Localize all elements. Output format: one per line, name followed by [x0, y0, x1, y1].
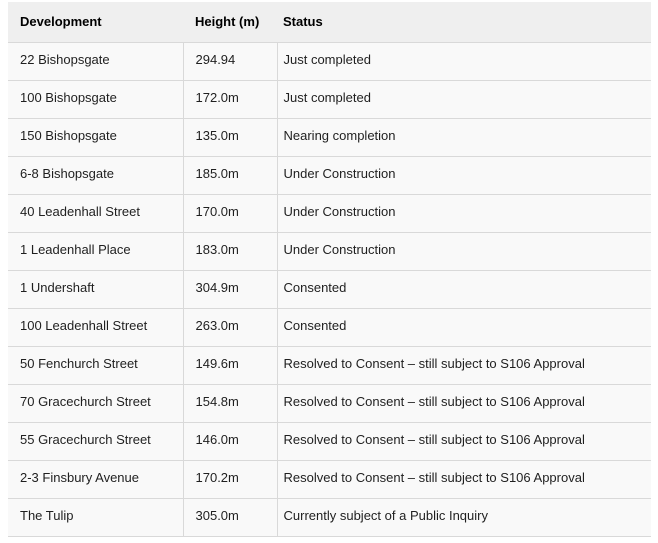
cell-status: Just completed: [277, 42, 651, 80]
cell-status: Nearing completion: [277, 118, 651, 156]
cell-development: 2-3 Finsbury Avenue: [8, 460, 183, 498]
cell-height: 263.0m: [183, 308, 277, 346]
table-row: [8, 422, 651, 460]
cell-status: Resolved to Consent – still subject to S106 Approval: [277, 460, 651, 498]
cell-height: 170.0m: [183, 194, 277, 232]
cell-height: 183.0m: [183, 232, 277, 270]
table-row: [8, 80, 651, 118]
cell-development: 50 Fenchurch Street: [8, 346, 183, 384]
table-row: [8, 308, 651, 346]
column-header-development: Development: [8, 2, 183, 42]
table-row: [8, 156, 651, 194]
table-row: [8, 384, 651, 422]
cell-development: 1 Leadenhall Place: [8, 232, 183, 270]
column-header-height: Height (m): [183, 2, 277, 42]
cell-status: Under Construction: [277, 194, 651, 232]
cell-development: 22 Bishopsgate: [8, 42, 183, 80]
cell-height: 170.2m: [183, 460, 277, 498]
cell-development: 100 Leadenhall Street: [8, 308, 183, 346]
table-row: [8, 460, 651, 498]
cell-development: 55 Gracechurch Street: [8, 422, 183, 460]
table-row: [8, 194, 651, 232]
table-row: [8, 42, 651, 80]
cell-status: Under Construction: [277, 156, 651, 194]
cell-height: 185.0m: [183, 156, 277, 194]
cell-development: 100 Bishopsgate: [8, 80, 183, 118]
table-row: [8, 118, 651, 156]
cell-height: 154.8m: [183, 384, 277, 422]
cell-status: Under Construction: [277, 232, 651, 270]
cell-status: Resolved to Consent – still subject to S106 Approval: [277, 384, 651, 422]
cell-development: 40 Leadenhall Street: [8, 194, 183, 232]
column-header-status: Status: [277, 2, 651, 42]
table-body: [8, 42, 651, 536]
header-row: [8, 2, 651, 42]
cell-height: 149.6m: [183, 346, 277, 384]
table-row: [8, 498, 651, 536]
table-row: [8, 270, 651, 308]
cell-height: 304.9m: [183, 270, 277, 308]
cell-development: 70 Gracechurch Street: [8, 384, 183, 422]
cell-development: 1 Undershaft: [8, 270, 183, 308]
cell-status: Consented: [277, 270, 651, 308]
cell-height: 294.94: [183, 42, 277, 80]
cell-height: 172.0m: [183, 80, 277, 118]
table-row: [8, 346, 651, 384]
cell-development: The Tulip: [8, 498, 183, 536]
cell-status: Resolved to Consent – still subject to S106 Approval: [277, 422, 651, 460]
cell-status: Consented: [277, 308, 651, 346]
cell-status: Resolved to Consent – still subject to S106 Approval: [277, 346, 651, 384]
cell-development: 150 Bishopsgate: [8, 118, 183, 156]
cell-height: 305.0m: [183, 498, 277, 536]
table-row: [8, 232, 651, 270]
cell-height: 135.0m: [183, 118, 277, 156]
cell-height: 146.0m: [183, 422, 277, 460]
cell-status: Just completed: [277, 80, 651, 118]
developments-table: [8, 2, 651, 537]
table-header: [8, 2, 651, 42]
cell-status: Currently subject of a Public Inquiry: [277, 498, 651, 536]
cell-development: 6-8 Bishopsgate: [8, 156, 183, 194]
